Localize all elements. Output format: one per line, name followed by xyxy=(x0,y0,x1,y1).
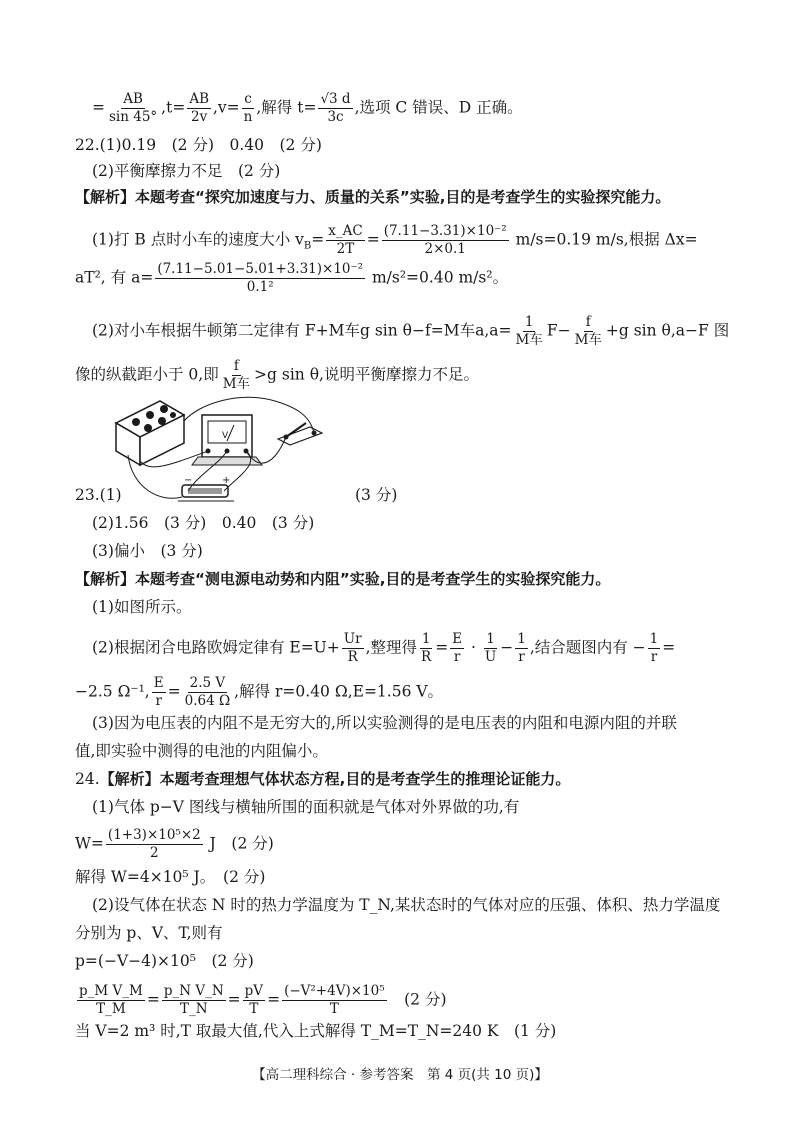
q24-analysis-p7: $\frac{\text{p\_M V\_M}}{T\_M}$ = $\frac{\text{p\_N V\_N}}{T\_N}$ = $\frac{pV}{T}$ = $\frac{\text{(−V²+4V)×10⁵}}{T}$ (2 分) xyxy=(79,983,447,1017)
fraction: $\frac{E}{r}$ xyxy=(153,675,164,709)
fraction: $\frac{1}{\text{M车}}$ xyxy=(515,314,543,348)
switch xyxy=(278,423,322,445)
fraction: $\frac{x\_AC}{2T}$ xyxy=(328,223,363,257)
q23-analysis-p1: (1)如图所示。 xyxy=(92,598,192,616)
q22-analysis-p3: (2)对小车根据牛顿第二定律有 F+M车g sin θ−f=M车a,a= $\frac{1}{\text{M车}}$ F− $\frac{f}{\text{M车}}$ +g sin θ,a−F 图 xyxy=(92,314,730,348)
q23-analysis-heading: 【解析】本题考查“测电源电动势和内阻”实验,目的是考查学生的实验探究能力。 xyxy=(75,570,611,588)
fraction: $\frac{2.5 V}{0.64 \Omega}$ xyxy=(184,675,231,709)
q22-analysis-heading: 【解析】本题考查“探究加速度与力、质量的关系”实验,目的是考查学生的实验探究能力。 xyxy=(75,188,671,206)
q22-analysis-p2: aT², 有 a= $\frac{\text{(7.11−5.01−5.01+3.31)×10⁻²}}{\text{0.1²}}$ m/s²=0.40 m/s²。 xyxy=(75,261,509,295)
fraction: $\frac{1}{r}$ xyxy=(649,631,659,665)
fraction: $\frac{Ur}{R}$ xyxy=(343,631,362,665)
fraction: $\frac{AB}{\sin 45^\circ}$ xyxy=(109,91,158,125)
q24-analysis-p4: (2)设气体在状态 N 时的热力学温度为 T_N,某状态时的气体对应的压强、体积、热力学温度 xyxy=(92,896,721,914)
battery xyxy=(178,475,234,501)
q22-answer-1: 22.(1)0.19 (2 分) 0.40 (2 分) xyxy=(75,136,322,154)
fraction: $\frac{1}{U}$ xyxy=(484,631,497,665)
fraction: $\frac{\text{p\_N V\_N}}{T\_N}$ xyxy=(163,983,224,1017)
q23-analysis-p5: 值,即实验中测得的电池的内阻偏小。 xyxy=(75,742,328,760)
fraction: $\frac{E}{r}$ xyxy=(452,631,463,665)
q23-analysis-p2: (2)根据闭合电路欧姆定律有 E=U+ $\frac{Ur}{R}$ ,整理得 $\frac{1}{R}$ = $\frac{E}{r}$ · $\frac{1}{U}$ − $\frac{1}{r}$ ,结合题图内有 − $\frac{1}{r}$ = xyxy=(92,631,676,665)
q24-analysis-p8: 当 V=2 m³ 时,T 取最大值,代入上式解得 T_M=T_N=240 K (1 分) xyxy=(75,1022,557,1040)
q22-analysis-p1: (1)打 B 点时小车的速度大小 $v_B=$ $\frac{x\_AC}{2T}$ = $\frac{\text{(7.11−3.31)×10⁻²}}{2\times 0.1}$ m/s=0.19 m/s,根据 Δx= xyxy=(92,223,698,257)
q24-analysis-p1: (1)气体 p−V 图线与横轴所围的面积就是气体对外界做的功,有 xyxy=(92,798,520,816)
q24-analysis-heading: 24.【解析】本题考查理想气体状态方程,目的是考查学生的推理论证能力。 xyxy=(75,770,571,788)
q23-answer-3: (3)偏小 (3 分) xyxy=(92,542,203,560)
q24-analysis-p2: W= $\frac{\text{(1+3)×10⁵×2}}{2}$ J (2 分) xyxy=(75,827,274,861)
fraction: $\frac{1}{r}$ xyxy=(517,631,526,665)
circuit-diagram xyxy=(110,393,340,508)
q23-analysis-p4: (3)因为电压表的内阻不是无穷大的,所以实验测得的是电压表的内阻和电源内阻的并联 xyxy=(92,714,677,732)
q23-answer-2: (2)1.56 (3 分) 0.40 (3 分) xyxy=(92,514,315,532)
q24-analysis-p5: 分别为 p、V、T,则有 xyxy=(75,924,223,942)
battery-minus-label: − xyxy=(184,475,193,486)
fraction: $\frac{AB}{2v}$ xyxy=(189,91,209,125)
q23-answer-1: 23.(1) xyxy=(75,486,122,504)
fraction: $\frac{\text{(7.11−5.01−5.01+3.31)×10⁻²}}{\text{0.1²}}$ xyxy=(157,261,364,295)
fraction: $\frac{pV}{T}$ xyxy=(244,983,264,1017)
fraction: $\frac{\text{p\_M V\_M}}{T\_M}$ xyxy=(79,983,143,1017)
q23-analysis-p3: −2.5 Ω⁻¹, $\frac{E}{r}$ = $\frac{2.5 V}{0.64 \Omega}$ ,解得 r=0.40 Ω,E=1.56 V。 xyxy=(75,675,444,709)
fraction: $\frac{\text{(7.11−3.31)×10⁻²}}{2\times 0.1}$ xyxy=(383,223,507,257)
resistance-box xyxy=(116,401,184,465)
q24-analysis-p3: 解得 W=4×10⁵ J。 (2 分) xyxy=(75,868,266,886)
page-footer: 【高二理科综合 · 参考答案 第 4 页(共 10 页)】 xyxy=(252,1067,548,1083)
q22-answer-2: (2)平衡摩擦力不足 (2 分) xyxy=(92,162,281,180)
top-formula-line: = $\frac{AB}{\sin 45^\circ}$ ,t= $\frac{AB}{2v}$ ,v= $\frac{c}{n}$ ,解得 t= $\frac{√3 d}{3c}$ ,选项 C 错误、D 正确。 xyxy=(92,91,523,125)
q24-analysis-p6: p=(−V−4)×10⁵ (2 分) xyxy=(75,952,254,970)
fraction: $\frac{1}{R}$ xyxy=(421,631,432,665)
fraction: $\frac{c}{n}$ xyxy=(243,91,253,125)
q23-answer-1-score: (3 分) xyxy=(355,486,398,504)
fraction: $\frac{\text{(1+3)×10⁵×2}}{2}$ xyxy=(107,827,201,861)
fraction: $\frac{√3 d}{3c}$ xyxy=(320,91,351,125)
battery-plus-label: + xyxy=(222,475,231,486)
voltmeter-label: V xyxy=(222,431,229,441)
fraction: $\frac{f}{\text{M车}}$ xyxy=(222,358,251,392)
q22-analysis-p4: 像的纵截距小于 0,即 $\frac{f}{\text{M车}}$ >g sin θ,说明平衡摩擦力不足。 xyxy=(75,358,479,392)
fraction: $\frac{\text{(−V²+4V)×10⁵}}{T}$ xyxy=(284,983,385,1017)
fraction: $\frac{f}{\text{M车}}$ xyxy=(574,314,602,348)
